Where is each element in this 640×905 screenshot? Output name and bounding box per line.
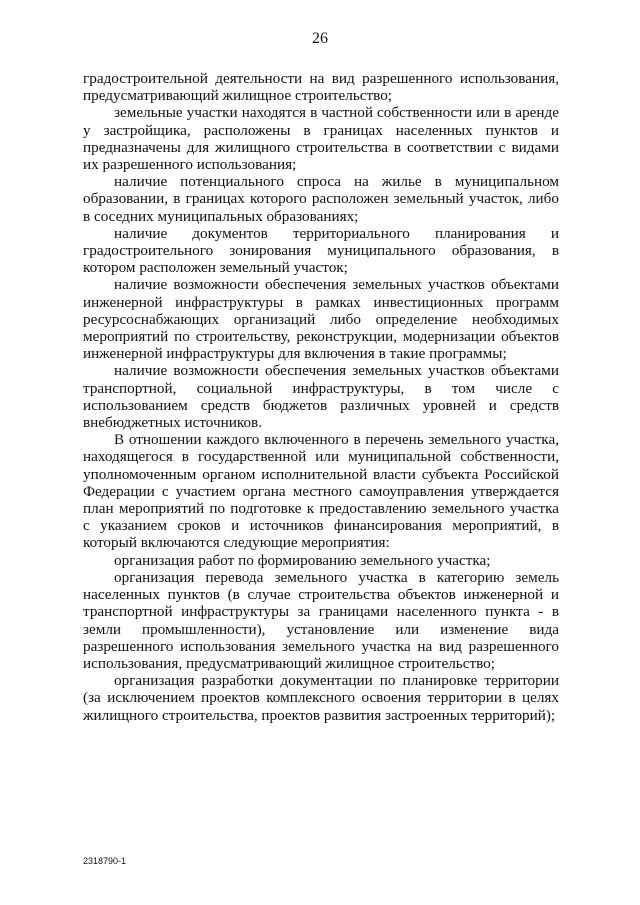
paragraph-6: наличие возможности обеспечения земельных участков объектами транспортной, социальной инфраструктуры, в том числе с использованием средств бюджетов различных уровней и средств внебюджетных источников. xyxy=(83,362,559,432)
document-id: 2318790-1 xyxy=(83,856,127,866)
paragraph-5: наличие возможности обеспечения земельных участков объектами инженерной инфраструктуры в рамках инвестиционных программ ресурсоснабжающих организаций либо определение необходимых мероприятий по строительству, реконструкции, модернизации объектов инженерной инфраструктуры для включения в такие программы; xyxy=(83,276,559,363)
paragraph-3: наличие потенциального спроса на жилье в муниципальном образовании, в границах которого расположен земельный участок, либо в соседних муниципальных образованиях; xyxy=(83,173,559,225)
paragraph-8: организация работ по формированию земельного участка; xyxy=(114,551,491,569)
paragraph-2: земельные участки находятся в частной собственности или в аренде у застройщика, расположены в границах населенных пунктов и предназначены для жилищного строительства в соответствии с видами их разрешенного использования; xyxy=(83,104,559,174)
paragraph-10: организация разработки документации по планировке территории (за исключением проектов комплексного освоения территории в целях жилищного строительства, проектов развития застроенных территорий); xyxy=(83,672,559,724)
paragraph-7: В отношении каждого включенного в перечень земельного участка, находящегося в государственной или муниципальной собственности, уполномоченным органом исполнительной власти субъекта Российской Федерации с участием органа местного самоуправления утверждается план мероприятий по подготовке к предоставлению земельного участка с указанием сроков и источников финансирования мероприятий, в который включаются следующие мероприятия: xyxy=(83,431,559,552)
paragraph-1: градостроительной деятельности на вид разрешенного использования, предусматривающий жилищное строительство; xyxy=(83,70,559,105)
page-number: 26 xyxy=(312,30,328,47)
document-body xyxy=(83,70,559,724)
paragraph-4: наличие документов территориального планирования и градостроительного зонирования муниципального образования, в котором расположен земельный участок; xyxy=(83,224,559,277)
paragraph-9: организация перевода земельного участка в категорию земель населенных пунктов (в случае строительства объектов инженерной и транспортной инфраструктуры за границами населенного пункта - в земли промышленности), установление или изменение вида разрешенного использования земельного участка на вид разрешенного использования, предусматривающий жилищное строительство; xyxy=(83,568,559,672)
